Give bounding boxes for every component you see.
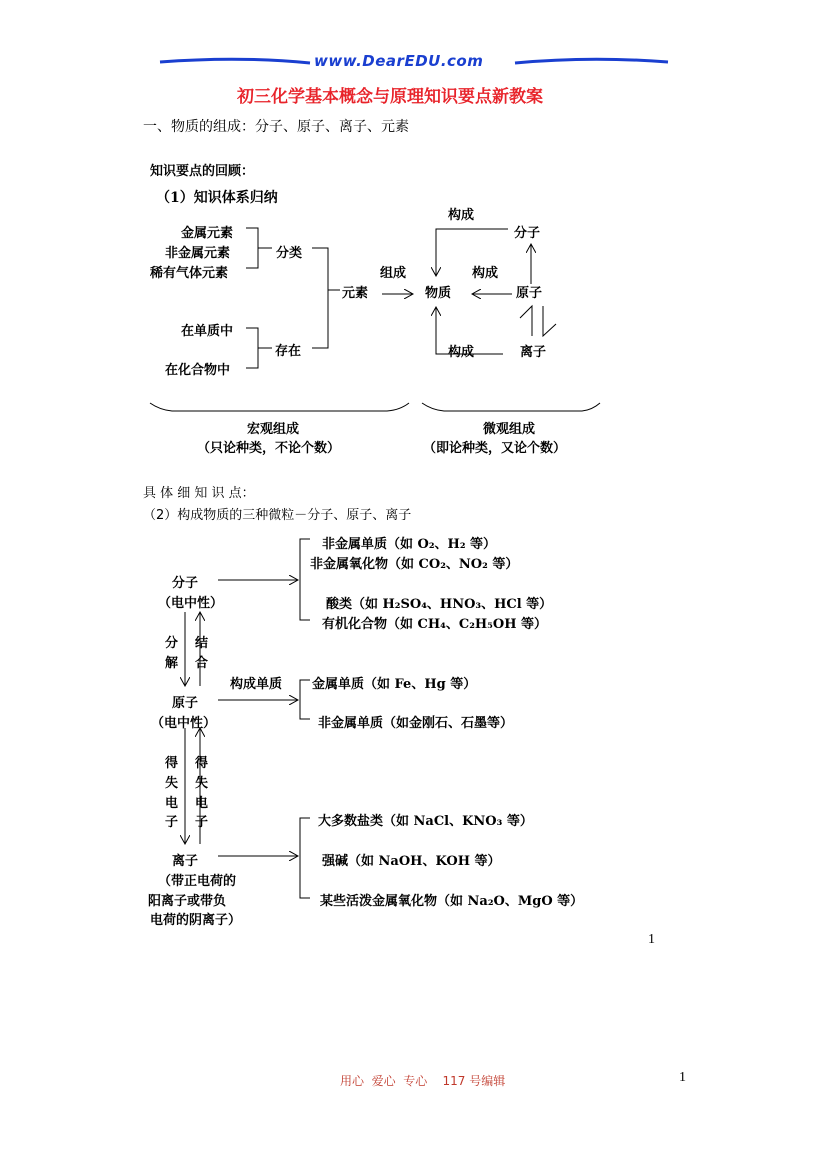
fenzi-node: 分子 (514, 226, 541, 241)
lizi-item-3: 某些活泼金属氧化物（如 Na₂O、MgO 等） (320, 894, 584, 909)
deshi-left-4: 子 (165, 815, 179, 830)
deshi-left-3: 电 (165, 796, 179, 811)
d2-yuanzi-note: （电中性） (151, 716, 217, 731)
jiehe-1: 结 (195, 636, 209, 651)
weiguan-label: 微观组成 (483, 422, 536, 437)
d2-lizi: 离子 (172, 854, 199, 869)
fenlei-label: 分类 (276, 246, 303, 261)
system-heading: （1）知识体系归纳 (156, 190, 278, 206)
d2-fenzi-note: （电中性） (158, 596, 224, 611)
jinshu-yuansu: 金属元素 (181, 226, 234, 241)
review-heading: 知识要点的回顾： (150, 164, 255, 179)
goucheng-bottom: 构成 (448, 345, 475, 360)
lizi-note-2: 阳离子或带负 (148, 894, 227, 909)
hongguan-note: （只论种类，不论个数） (197, 441, 341, 456)
wuzhi-node: 物质 (425, 286, 452, 301)
deshi-right-1: 得 (195, 756, 209, 771)
lizi-node: 离子 (520, 345, 547, 360)
zucheng-label: 组成 (380, 266, 407, 281)
d2-yuanzi: 原子 (172, 696, 199, 711)
goucheng-top: 构成 (448, 208, 475, 223)
goucheng-mid: 构成 (472, 266, 499, 281)
fenjie-1: 分 (165, 636, 179, 651)
deshi-right-2: 失 (195, 776, 209, 791)
details-heading: 具 体 细 知 识 点： (143, 486, 255, 501)
deshi-left-1: 得 (165, 756, 179, 771)
hongguan-label: 宏观组成 (247, 422, 300, 437)
deshi-left-2: 失 (165, 776, 179, 791)
weiguan-note: （即论种类，又论个数） (423, 441, 567, 456)
yuanzi-node: 原子 (516, 286, 543, 301)
section1-heading: 一、物质的组成：分子、原子、离子、元素 (143, 119, 409, 135)
page-title: 初三化学基本概念与原理知识要点新教案 (237, 87, 543, 107)
yuansu-node: 元素 (342, 286, 369, 301)
inner-page-number: 1 (648, 932, 655, 947)
zai-danzhi: 在单质中 (181, 324, 234, 339)
footer-page-number: 1 (679, 1070, 686, 1085)
zai-huahewu: 在化合物中 (165, 363, 231, 378)
lizi-note-3: 电荷的阴离子） (150, 913, 242, 928)
header-url[interactable]: www.DearEDU.com (314, 52, 484, 70)
yuanzi-item-2: 非金属单质（如金刚石、石墨等） (318, 716, 514, 731)
fenzi-item-4: 有机化合物（如 CH₄、C₂H₅OH 等） (322, 617, 547, 632)
cunzai-label: 存在 (275, 344, 302, 359)
feijinshu-yuansu: 非金属元素 (165, 246, 231, 261)
d2-fenzi: 分子 (172, 576, 199, 591)
deshi-right-3: 电 (195, 796, 209, 811)
fenzi-item-3: 酸类（如 H₂SO₄、HNO₃、HCl 等） (326, 597, 553, 612)
lizi-item-1: 大多数盐类（如 NaCl、KNO₃ 等） (318, 814, 533, 829)
lizi-note-1: （带正电荷的 (158, 874, 237, 889)
fenzi-item-2: 非金属氧化物（如 CO₂、NO₂ 等） (310, 557, 519, 572)
yuanzi-item-1: 金属单质（如 Fe、Hg 等） (312, 677, 477, 692)
fenjie-2: 解 (165, 656, 179, 671)
jiehe-2: 合 (195, 656, 209, 671)
fenzi-item-1: 非金属单质（如 O₂、H₂ 等） (322, 537, 497, 552)
section2-heading: （2）构成物质的三种微粒－分子、原子、离子 (143, 508, 412, 523)
deshi-right-4: 子 (195, 815, 209, 830)
xiyou-qiti-yuansu: 稀有气体元素 (150, 266, 229, 281)
lizi-item-2: 强碱（如 NaOH、KOH 等） (322, 854, 501, 869)
footer-text: 用心 爱心 专心 117 号编辑 (340, 1074, 506, 1088)
goucheng-danzhi: 构成单质 (230, 677, 283, 692)
